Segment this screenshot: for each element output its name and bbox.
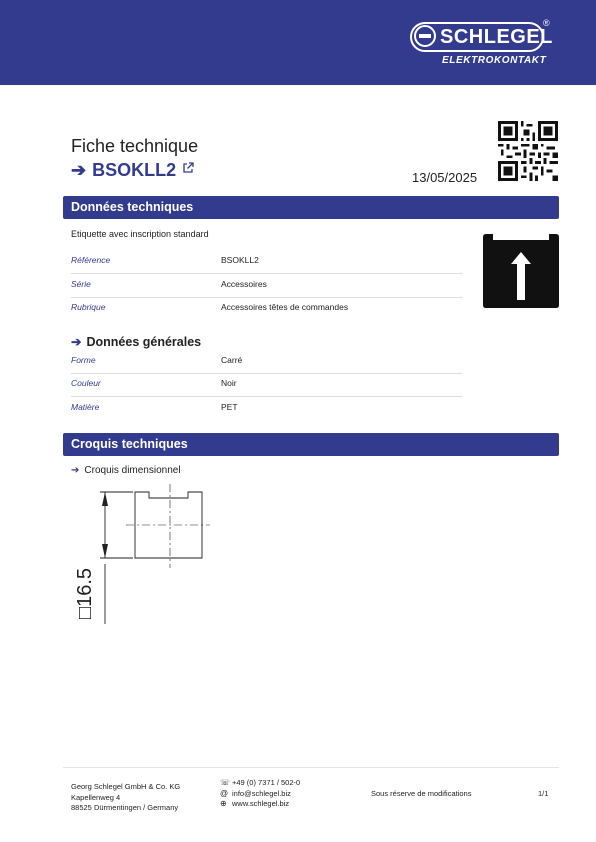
arrow-right-icon: ➔ (71, 335, 82, 349)
footer-note: Sous réserve de modifications (371, 789, 472, 798)
sketch-label (71, 465, 181, 476)
subsection-title-general (71, 334, 201, 349)
registered-mark: ® (543, 18, 550, 28)
footer-contact (220, 778, 300, 810)
spec-value: Accessoires têtes de commandes (221, 302, 349, 312)
product-description: Etiquette avec inscription standard (71, 229, 209, 239)
spec-value: Carré (221, 355, 243, 365)
arrow-right-icon: ➔ (71, 160, 87, 180)
spec-label: Couleur (71, 378, 101, 388)
footer-divider (63, 767, 559, 768)
section-header-sketch (63, 433, 559, 456)
spec-value: BSOKLL2 (221, 255, 259, 265)
logo-wordmark: SCHLEGEL (440, 26, 553, 48)
product-code: BSOKLL2 (92, 160, 177, 180)
spec-label: Référence (71, 255, 111, 265)
spec-row (71, 373, 462, 397)
page-number: 1/1 (538, 789, 549, 798)
globe-icon: ⊕ (220, 799, 227, 808)
spec-label: Rubrique (71, 302, 106, 312)
company-name: Georg Schlegel GmbH & Co. KG (71, 782, 181, 791)
spec-label: Matière (71, 402, 100, 412)
spec-value: PET (221, 402, 238, 412)
footer-address (71, 782, 180, 814)
dimension-label: □16.5 (74, 567, 97, 620)
spec-row (71, 397, 462, 420)
phone-icon: ☏ (220, 778, 231, 787)
email-icon: @ (220, 788, 229, 798)
website-link[interactable]: www.schlegel.biz (232, 799, 290, 808)
subsection-title: Données générales (86, 335, 202, 349)
qr-code-icon (498, 121, 558, 181)
arrow-right-icon: ➔ (71, 465, 80, 476)
company-street: Kapellenweg 4 (71, 792, 121, 802)
product-heading[interactable] (71, 158, 194, 181)
spec-row (71, 250, 462, 274)
header-bar (0, 0, 596, 85)
spec-label: Série (71, 279, 91, 289)
logo-tagline: ELEKTROKONTAKT (442, 55, 547, 66)
external-link-icon[interactable] (182, 158, 194, 179)
document-date: 13/05/2025 (412, 170, 478, 185)
product-image (483, 234, 559, 308)
page-title: Fiche technique (71, 136, 199, 156)
dimension-drawing (78, 484, 228, 639)
section-header-technical (63, 196, 559, 219)
spec-value: Noir (221, 378, 237, 388)
schlegel-logo (410, 18, 560, 68)
spec-value: Accessoires (221, 279, 267, 289)
spec-row (71, 350, 462, 374)
email-link[interactable]: info@schlegel.biz (232, 788, 291, 798)
section-title: Croquis techniques (71, 437, 188, 451)
section-title: Données techniques (71, 200, 194, 214)
spec-label: Forme (71, 355, 96, 365)
spec-row (71, 274, 462, 298)
company-city: 88525 Dürmentingen / Germany (71, 803, 179, 812)
spec-row (71, 297, 462, 320)
sketch-label-text: Croquis dimensionnel (84, 465, 181, 476)
phone-number[interactable]: +49 (0) 7371 / 502-0 (232, 778, 301, 787)
logo-emblem-icon (414, 25, 436, 47)
